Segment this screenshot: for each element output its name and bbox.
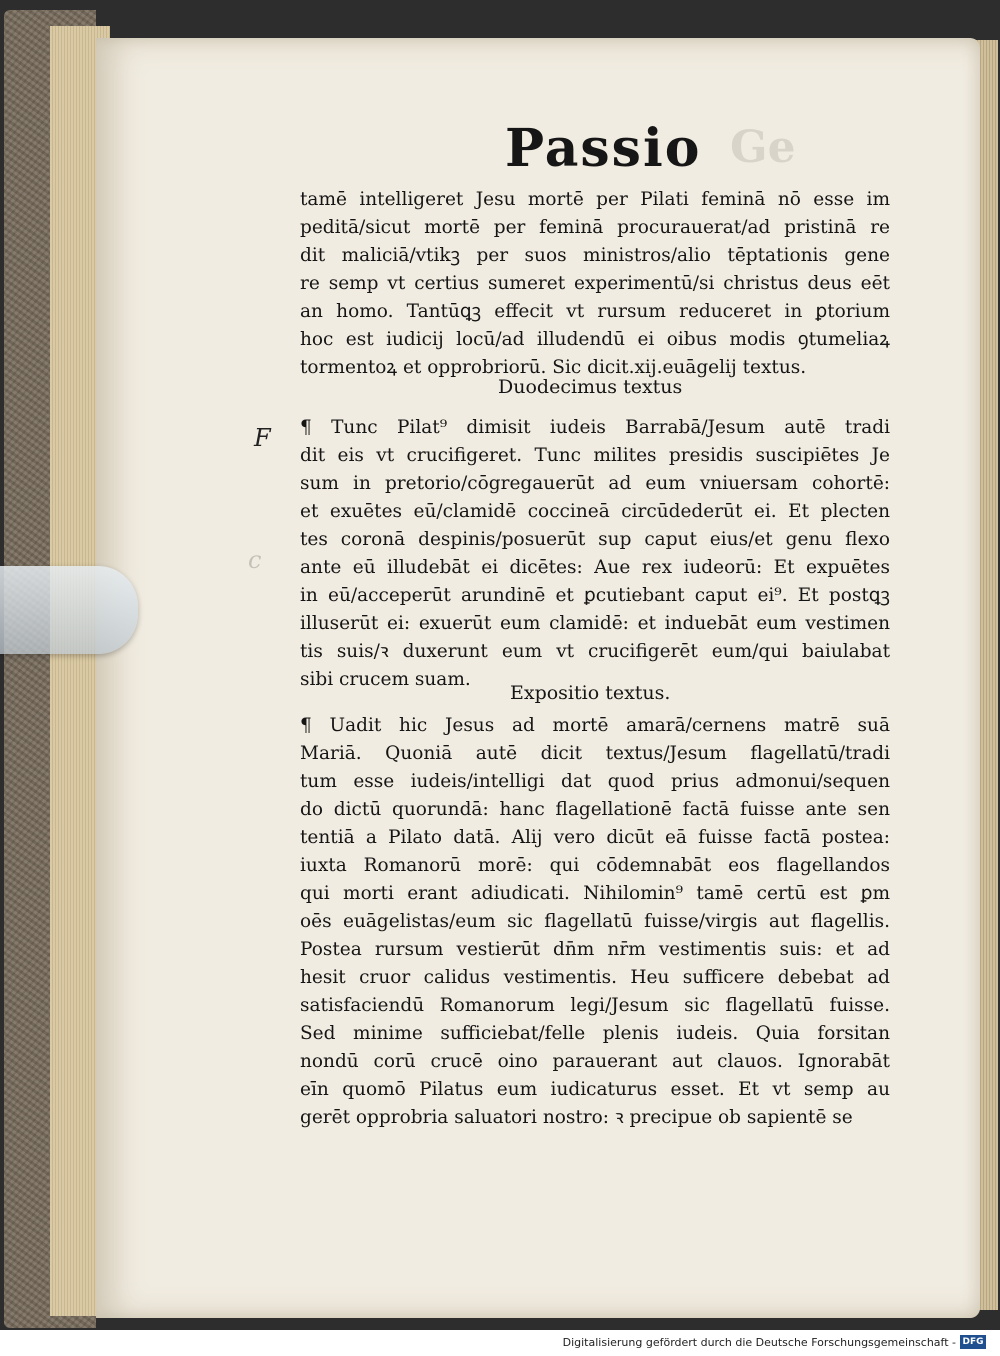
page-heading: Passio [505, 118, 702, 179]
subhead-expositio: Expositio textus. [510, 682, 671, 704]
text-line: tamē intelligeret Jesu mortē per Pilati feminā nō esse im [300, 189, 890, 210]
text-line: do dictū quorundā: hanc flagellationē factā fuisse ante sen [300, 799, 890, 820]
intro-paragraph [300, 186, 890, 382]
text-line: satisfaciendū Romanorum legi/Jesum sic flagellatū fuisse. [300, 995, 890, 1016]
text-line: illuserūt ei: exuerūt eum clamidē: et induebāt eum vestimen [300, 613, 890, 634]
footer-credit: Digitalisierung gefördert durch die Deutsche Forschungsgemeinschaft - [562, 1336, 956, 1349]
text-line: tormentoꝝ et opprobriorū. Sic dicit.xij.euāgelij textus. [300, 357, 807, 378]
text-line: sibi crucem suam. [300, 669, 471, 690]
text-line: tis suis/ꝛ duxerunt eum vt crucifigerēt eum/qui baiulabat [300, 641, 890, 662]
text-line: Postea rursum vestierūt dn̄m nr̄m vestimentis suis: et ad [300, 939, 890, 960]
show-through-heading: Ge [730, 122, 796, 173]
margin-mark-c: c [248, 546, 262, 574]
text-line: hoc est iudicij locū/ad illudendū ei oibus modis ꝯtumeliaꝝ [300, 329, 890, 350]
text-line: qui morti erant adiudicati. Nihilomin⁹ tamē certū est ꝑm [300, 883, 890, 904]
text-line: hesit cruor calidus vestimentis. Heu sufficere debebat ad [300, 967, 890, 988]
page-clamp [0, 566, 138, 654]
text-line: dit eis vt crucifigeret. Tunc milites presidis suscipiētes Je [300, 445, 890, 466]
expositio-paragraph [300, 712, 890, 1132]
text-line: Mariā. Quoniā autē dicit textus/Jesum flagellatū/tradi [300, 743, 890, 764]
text-line: oēs euāgelistas/eum sic flagellatū fuisse/virgis aut flagellis. [300, 911, 890, 932]
text-line: tes coronā despinis/posuerūt sup caput eius/et genu flexo [300, 529, 890, 550]
text-line: an homo. Tantūꝗꝫ effecit vt rursum reduceret in ꝑtorium [300, 301, 890, 322]
dfg-logo-icon[interactable]: DFG [960, 1335, 986, 1349]
subhead-textus: Duodecimus textus [498, 376, 683, 398]
text-line: peditā/sicut mortē per feminā procurauerat/ad pristinā re [300, 217, 890, 238]
text-line: ¶ Tunc Pilat⁹ dimisit iudeis Barrabā/Jesum autē tradi [300, 417, 890, 438]
text-line: re semp vt certius sumeret experimentū/si christus deus eēt [300, 273, 890, 294]
text-line: tentiā a Pilato datā. Alij vero dicūt eā fuisse factā postea: [300, 827, 890, 848]
textus-paragraph [300, 414, 890, 694]
text-line: eīn quomō Pilatus eum iudicaturus esset. Et vt semp au [300, 1079, 890, 1100]
text-line: gerēt opprobria saluatori nostro: ꝛ precipue ob sapientē se [300, 1107, 853, 1128]
text-line: dit maliciā/vtikꝫ per suos ministros/alio tēptationis gene [300, 245, 890, 266]
text-line: sum in pretorio/cōgregauerūt ad eum vniuersam cohortē: [300, 473, 890, 494]
text-line: Sed minime sufficiebat/felle plenis iudeis. Quia forsitan [300, 1023, 890, 1044]
text-line: tum esse iudeis/intelligi dat quod prius admonui/sequen [300, 771, 890, 792]
footer-bar [0, 1330, 1000, 1356]
margin-mark-f: F [254, 424, 271, 452]
text-line: ¶ Uadit hic Jesus ad mortē amarā/cernens matrē suā [300, 715, 890, 736]
text-line: ante eū illudebāt ei dicētes: Aue rex iudeorū: Et expuētes [300, 557, 890, 578]
text-line: iuxta Romanorū morē: qui cōdemnabāt eos flagellandos [300, 855, 890, 876]
text-line: et exuētes eū/clamidē coccineā circūdederūt ei. Et plecten [300, 501, 890, 522]
text-line: nondū corū crucē oino parauerant aut clauos. Ignorabāt [300, 1051, 890, 1072]
text-line: in eū/acceperūt arundinē et ꝑcutiebant caput ei⁹. Et postꝗꝫ [300, 585, 890, 606]
